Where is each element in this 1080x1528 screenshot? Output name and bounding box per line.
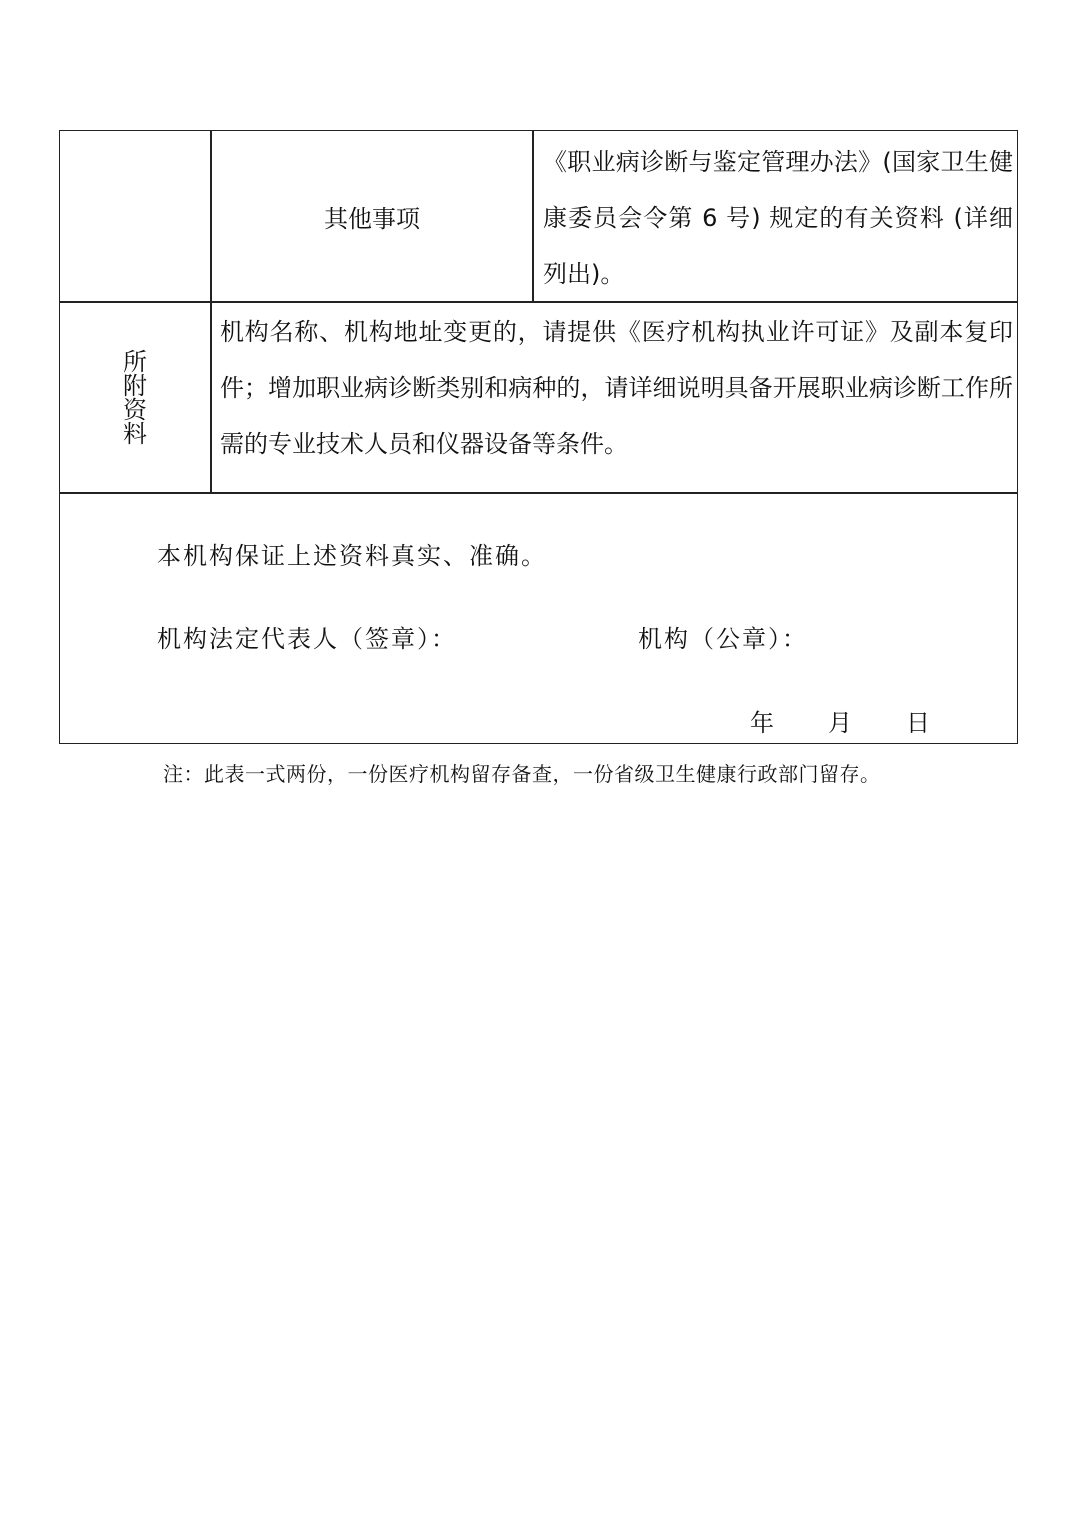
attachments-label-cell [60,302,210,493]
application-form-table [59,130,1018,744]
date-row [750,703,930,738]
other-items-label: 其他事项 [324,204,420,233]
legal-representative-signature-label: 机构法定代表人（签章）： [157,625,457,653]
footnote: 注：此表一式两份，一份医疗机构留存备查，一份省级卫生健康行政部门留存。 [163,762,881,786]
date-day-label: 日 [906,709,930,737]
organization-seal-label: 机构（公章）： [638,625,808,653]
attachments-content: 机构名称、机构地址变更的，请提供《医疗机构执业许可证》及副本复印件；增加职业病诊断类别和病种的，请详细说明具备开展职业病诊断工作所需的专业技术人员和仪器设备等条件。 [220,318,1013,458]
attachments-label: 所附资料 [123,347,147,448]
date-month-label: 月 [828,709,852,737]
other-items-content: 《职业病诊断与鉴定管理办法》(国家卫生健康委员会令第 6 号) 规定的有关资料 (详细列出)。 [543,148,1013,288]
guarantee-statement: 本机构保证上述资料真实、准确。 [157,542,547,570]
date-year-label: 年 [750,709,774,737]
